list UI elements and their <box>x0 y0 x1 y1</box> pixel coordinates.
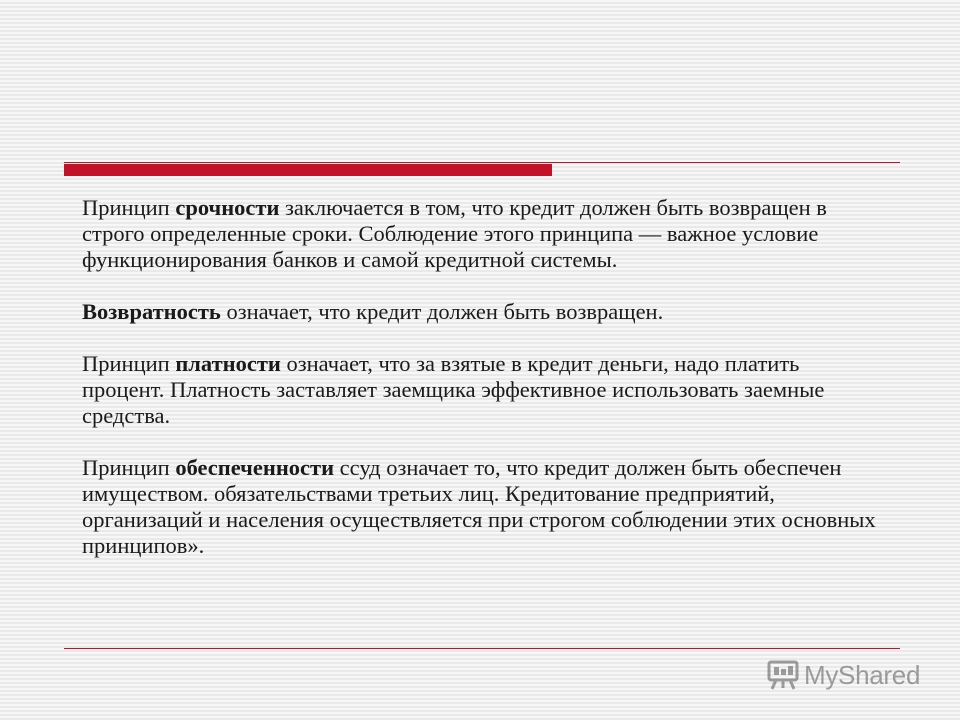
top-accent-bar <box>64 164 552 176</box>
paragraph-text: ссуд означает то, что кредит должен быть обеспечен имуществом. обязательствами третьих лиц. Кредитование предприятий, организаций и населения осуществляется при строгом соблюдении этих основных принципов». <box>82 455 876 558</box>
watermark <box>766 655 920 695</box>
paragraph-text: означает, что за взятые в кредит деньги, надо платить процент. Платность заставляет заемщика эффективное использовать заемные средства. <box>82 351 825 428</box>
top-divider-line <box>64 162 900 163</box>
paragraph-prefix: Принцип <box>82 351 176 376</box>
paragraph-security <box>82 455 882 559</box>
paragraph-repayment <box>82 299 882 325</box>
presentation-board-icon <box>766 658 800 692</box>
term-paid: платности <box>175 351 281 376</box>
bottom-divider-line <box>64 648 900 649</box>
term-security: обеспеченности <box>175 455 335 480</box>
paragraph-text: заключается в том, что кредит должен быть возвращен в строго определенные сроки. Соблюдение этого принципа — важное условие функционирования банков и самой кредитной системы. <box>82 195 827 272</box>
paragraph-paid <box>82 351 882 429</box>
term-repayment: Возвратность <box>82 299 221 324</box>
paragraph-prefix: Принцип <box>82 195 176 220</box>
paragraph-urgency <box>82 195 882 273</box>
paragraph-text: означает, что кредит должен быть возвращен. <box>220 299 664 324</box>
watermark-text: MyShared <box>804 659 921 690</box>
slide-body <box>82 195 882 585</box>
paragraph-prefix: Принцип <box>82 455 176 480</box>
term-urgency: срочности <box>175 195 280 220</box>
